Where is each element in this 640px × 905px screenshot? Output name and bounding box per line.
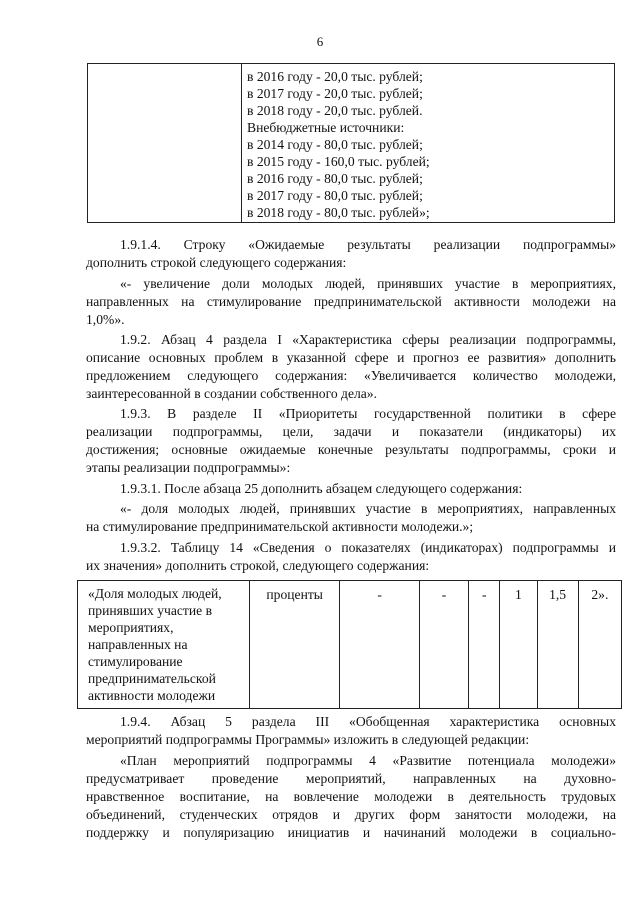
funding-line: в 2017 году - 20,0 тыс. рублей; — [247, 86, 423, 101]
funding-line: в 2018 году - 20,0 тыс. рублей. — [247, 103, 423, 118]
indicator-value-cell: 2». — [578, 581, 621, 709]
text-line: 1.9.4. Абзац 5 раздела III «Обобщенная характеристика основных — [120, 714, 616, 729]
paragraph-1-9-1-4 — [86, 236, 616, 272]
funding-line: в 2015 году - 160,0 тыс. рублей; — [247, 154, 430, 169]
funding-line: в 2014 году - 80,0 тыс. рублей; — [247, 137, 423, 152]
funding-table-value-cell — [242, 64, 615, 223]
paragraph-1-9-3-2 — [86, 539, 616, 575]
text-line: реализации подпрограммы, цели, задачи и показатели (индикаторы) их — [86, 424, 616, 439]
indicator-value-cell: 1 — [500, 581, 537, 709]
funding-line: в 2016 году - 80,0 тыс. рублей; — [247, 171, 423, 186]
text-line: «План мероприятий подпрограммы 4 «Развитие потенциала молодежи» — [120, 753, 616, 768]
indicator-name-cell — [78, 581, 250, 709]
paragraph-1-9-2 — [86, 331, 616, 403]
paragraph-1-9-4 — [86, 713, 616, 749]
text-line: дополнить строкой следующего содержания: — [86, 255, 347, 270]
text-line: этапы реализации подпрограммы»: — [86, 460, 291, 475]
table-row — [78, 581, 622, 709]
indicator-value-cell: - — [340, 581, 419, 709]
text-line: поддержку и популяризацию инициатив и начинаний молодежи в социально- — [86, 825, 616, 840]
funding-line: Внебюджетные источники: — [247, 120, 405, 135]
text-line: 1.9.3.1. После абзаца 25 дополнить абзацем следующего содержания: — [120, 481, 523, 496]
indicator-name-line: мероприятиях, — [88, 620, 174, 635]
paragraph-1-9-4-quote — [86, 752, 616, 842]
paragraph-1-9-3-1-quote — [86, 500, 616, 536]
paragraph-1-9-1-4-quote — [86, 275, 616, 329]
funding-line: в 2018 году - 80,0 тыс. рублей»; — [247, 205, 430, 220]
text-line: нравственное воспитание, на вовлечение молодежи в деятельность трудовых — [86, 789, 616, 804]
text-line: объединений, студенческих отрядов и других форм занятости молодежи, на — [86, 807, 616, 822]
text-line: направленных на стимулирование предпринимательской активности молодежи на — [86, 294, 616, 309]
indicator-name-line: «Доля молодых людей, — [88, 586, 222, 601]
paragraph-1-9-3-1 — [86, 480, 616, 498]
indicator-unit-cell: проценты — [249, 581, 339, 709]
indicator-name-line: принявших участие в — [88, 603, 212, 618]
indicator-name-line: направленных на — [88, 637, 188, 652]
text-line: предложением следующего содержания: «Увеличивается количество молодежи, — [86, 368, 616, 383]
indicator-value-cell: - — [469, 581, 500, 709]
text-line: 1.9.2. Абзац 4 раздела I «Характеристика сферы реализации подпрограммы, — [120, 332, 616, 347]
paragraph-1-9-3 — [86, 405, 616, 477]
text-line: их значения» дополнить строкой, следующего содержания: — [86, 558, 430, 573]
text-line: достижения; основные ожидаемые конечные результаты подпрограммы, сроки и — [86, 442, 616, 457]
indicator-name-line: предпринимательской — [88, 671, 216, 686]
funding-line: в 2017 году - 80,0 тыс. рублей; — [247, 188, 423, 203]
text-line: «- доля молодых людей, принявших участие в мероприятиях, направленных — [120, 501, 616, 516]
funding-line: в 2016 году - 20,0 тыс. рублей; — [247, 69, 423, 84]
funding-table-label-cell — [88, 64, 242, 223]
text-line: 1,0%». — [86, 312, 125, 327]
text-line: 1.9.3. В разделе II «Приоритеты государственной политики в сфере — [120, 406, 616, 421]
text-line: описание основных проблем в указанной сфере и прогноз ее развития» дополнить — [86, 350, 616, 365]
indicator-value-cell: 1,5 — [537, 581, 578, 709]
text-line: «- увеличение доли молодых людей, принявших участие в мероприятиях, — [120, 276, 616, 291]
indicators-table — [77, 580, 622, 709]
text-line: мероприятий подпрограммы Программы» изложить в следующей редакции: — [86, 732, 530, 747]
text-line: 1.9.3.2. Таблицу 14 «Сведения о показателях (индикаторах) подпрограммы и — [120, 540, 616, 555]
text-line: 1.9.1.4. Строку «Ожидаемые результаты реализации подпрограммы» — [120, 237, 616, 252]
indicator-name-line: активности молодежи — [88, 688, 216, 703]
text-line: на стимулирование предпринимательской активности молодежи.»; — [86, 519, 474, 534]
page-number: 6 — [316, 34, 324, 49]
indicator-name-line: стимулирование — [88, 654, 183, 669]
funding-table — [87, 63, 615, 223]
text-line: заинтересованной в создании собственного дела». — [86, 386, 377, 401]
indicator-value-cell: - — [419, 581, 468, 709]
text-line: предусматривает проведение мероприятий, направленных на духовно- — [86, 771, 616, 786]
